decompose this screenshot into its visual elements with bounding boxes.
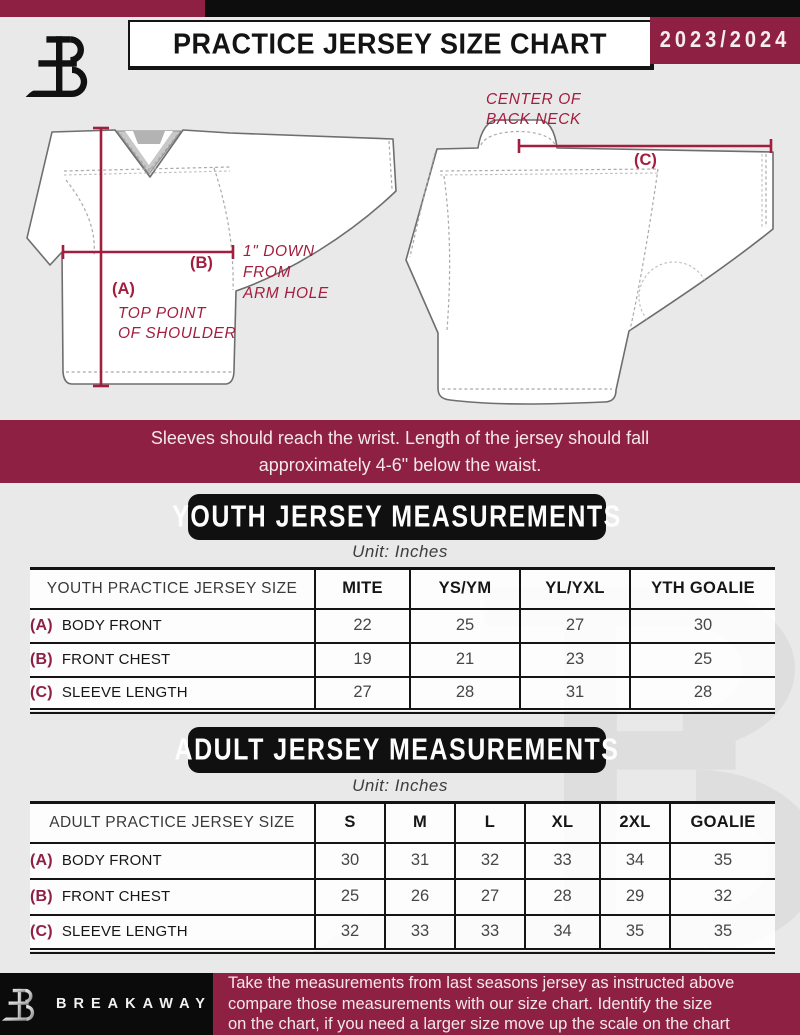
column-header: YL/YXL (520, 569, 630, 609)
column-header: MITE (315, 569, 410, 609)
label-c-desc-1: CENTER OF (486, 92, 581, 108)
youth-size-table (30, 567, 775, 714)
column-header: YS/YM (410, 569, 520, 609)
cell: 33 (385, 915, 455, 951)
cell: 33 (455, 915, 525, 951)
breakaway-footer-logo-icon (1, 982, 43, 1026)
cell: 31 (385, 843, 455, 879)
label-b: (B) (190, 254, 213, 272)
cell: 27 (520, 609, 630, 643)
youth-table-title: YOUTH PRACTICE JERSEY SIZE (30, 569, 315, 609)
cell: 30 (630, 609, 775, 643)
adult-unit-label: Unit: Inches (352, 776, 448, 795)
table-row (30, 879, 775, 915)
column-header: L (455, 803, 525, 843)
breakaway-logo-icon (24, 24, 104, 106)
back-jersey-drawing (406, 120, 773, 404)
adult-section-heading (174, 727, 620, 773)
cell: 31 (520, 677, 630, 711)
jersey-diagram (0, 92, 800, 422)
table-row (30, 643, 775, 677)
label-a: (A) (112, 280, 135, 298)
cell: 32 (670, 879, 775, 915)
label-c-desc-2: BACK NECK (486, 111, 581, 128)
footer-instruction-line3: on the chart, if you need a larger size move up the scale on the chart (228, 1015, 730, 1034)
cell: 25 (410, 609, 520, 643)
adult-size-table (30, 801, 775, 954)
cell: 30 (315, 843, 385, 879)
row-key: (C) (30, 922, 53, 940)
footer-brand-block (0, 973, 213, 1035)
row-key: (A) (30, 851, 53, 869)
youth-heading-label: YOUTH JERSEY MEASUREMENTS (172, 499, 622, 534)
cell: 28 (525, 879, 600, 915)
cell: 25 (630, 643, 775, 677)
cell: 32 (315, 915, 385, 951)
column-header: XL (525, 803, 600, 843)
top-strip-black (205, 0, 800, 17)
adult-header-row (30, 803, 775, 843)
footer (0, 973, 800, 1035)
cell: 26 (385, 879, 455, 915)
cell: 35 (600, 915, 670, 951)
cell: 35 (670, 843, 775, 879)
page-title: PRACTICE JERSEY SIZE CHART (172, 27, 608, 60)
season-label: 2023/2024 (659, 27, 791, 53)
column-header: GOALIE (670, 803, 775, 843)
row-key: (C) (30, 683, 53, 701)
row-label: BODY FRONT (61, 616, 162, 634)
column-header: M (385, 803, 455, 843)
label-b-desc-2: FROM (243, 264, 292, 281)
cell: 19 (315, 643, 410, 677)
footer-instructions (213, 973, 800, 1035)
cell: 22 (315, 609, 410, 643)
row-label: SLEEVE LENGTH (61, 922, 188, 940)
cell: 21 (410, 643, 520, 677)
fit-notice-banner (0, 420, 800, 483)
cell: 29 (600, 879, 670, 915)
cell: 33 (525, 843, 600, 879)
adult-heading-label: ADULT JERSEY MEASUREMENTS (174, 732, 620, 767)
adult-table-title: ADULT PRACTICE JERSEY SIZE (30, 803, 315, 843)
table-row (30, 843, 775, 879)
cell: 28 (410, 677, 520, 711)
top-strip-maroon (0, 0, 205, 17)
season-badge (650, 17, 800, 64)
label-c: (C) (634, 151, 657, 169)
cell: 32 (455, 843, 525, 879)
fit-notice-line1: Sleeves should reach the wrist. Length of the jersey should fall (150, 428, 650, 449)
row-key: (B) (30, 650, 53, 668)
top-accent-strip (0, 0, 800, 17)
youth-unit-label: Unit: Inches (352, 542, 448, 561)
column-header: 2XL (600, 803, 670, 843)
cell: 23 (520, 643, 630, 677)
footer-brand-name: BREAKAWAY (56, 996, 212, 1012)
cell: 27 (315, 677, 410, 711)
cell: 28 (630, 677, 775, 711)
row-key: (B) (30, 887, 53, 905)
page-title-box (128, 20, 654, 70)
label-a-desc-1: TOP POINT (118, 305, 207, 322)
label-b-desc-1: 1" DOWN (243, 243, 315, 260)
table-row (30, 609, 775, 643)
label-b-desc-3: ARM HOLE (243, 285, 329, 302)
cell: 35 (670, 915, 775, 951)
row-label: FRONT CHEST (61, 887, 171, 905)
column-header: S (315, 803, 385, 843)
label-a-desc-2: OF SHOULDER (118, 325, 237, 342)
cell: 34 (525, 915, 600, 951)
row-label: FRONT CHEST (61, 650, 171, 668)
row-label: BODY FRONT (61, 851, 162, 869)
cell: 27 (455, 879, 525, 915)
cell: 25 (315, 879, 385, 915)
column-header: YTH GOALIE (630, 569, 775, 609)
cell: 34 (600, 843, 670, 879)
youth-section-heading (172, 494, 622, 540)
footer-instruction-line1: Take the measurements from last seasons jersey as instructed above (228, 973, 735, 992)
table-row (30, 915, 775, 951)
table-row (30, 677, 775, 711)
fit-notice-line2: approximately 4-6" below the waist. (258, 454, 542, 475)
row-label: SLEEVE LENGTH (61, 683, 188, 701)
row-key: (A) (30, 616, 53, 634)
footer-instruction-line2: compare those measurements with our size chart. Identify the size (228, 994, 713, 1013)
youth-header-row (30, 569, 775, 609)
